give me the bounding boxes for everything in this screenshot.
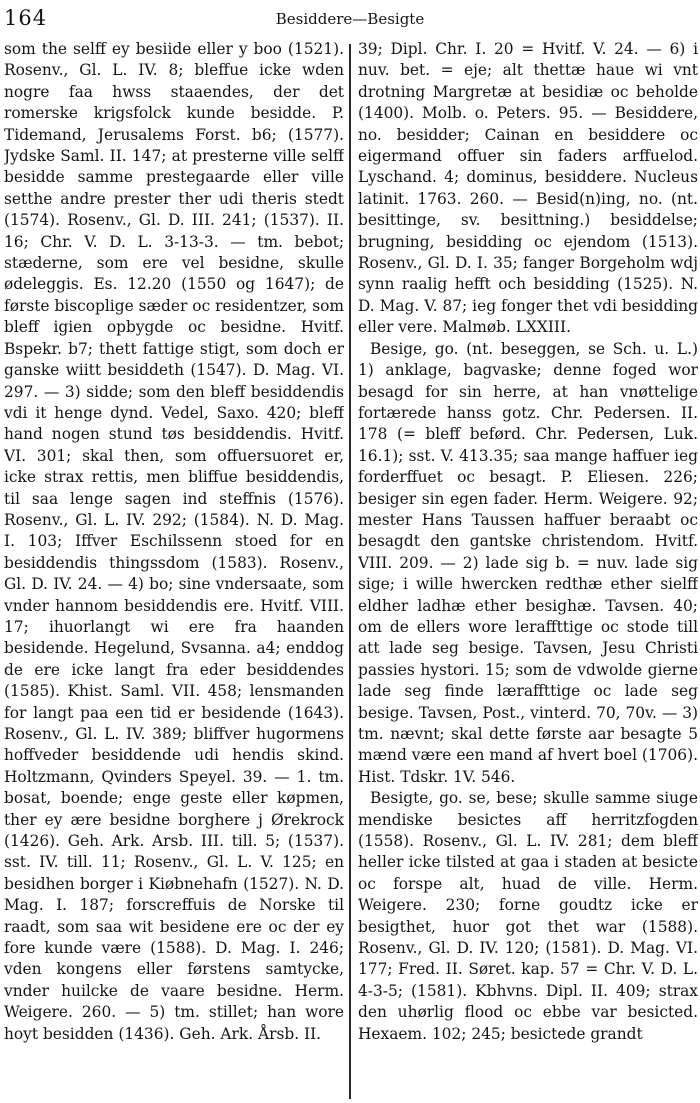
entry-paragraph: som the selff ey besiide eller y boo (1521). Rosenv., Gl. L. IV. 8; bleffue icke wden nogre faa hwss staaendes, der det romerske krigsfolck kunde besidde. P. Tidemand, Jerusalems Forst. b6; (1577). Jydske Saml. II. 147; at presterne ville selff besidde samme prestegaarde eller ville setthe andre prester ther udi theris stedt (1574). Rosenv., Gl. D. III. 241; (1537). II. 16; Chr. V. D. L. 3-13-3. — tm. bebot; stæderne, som ere vel besidne, skulle ødeleggis. Es. 12.20 (1550 og 1647); de første biscoplige sæder oc residentzer, som bleff igien opbygde oc besidne. Hvitf. Bspekr. b7; thett fattige stigt, som doch er ganske wiitt besiddeth (1547). D. Mag. VI. 297. — 3) sidde; som den bleff besiddendis vdi it henge dynd. Vedel, Saxo. 420; bleff hand nogen stund tøs besiddendis. Hvitf. VI. 301; skal then, som offuersuoret er, icke strax rettis, men bliffue besiddendis, til saa lenge sagen ind steffnis (1576). Rosenv., Gl. L. IV. 292; (1584). N. D. Mag. I. 103; Iffver Eschilssenn stoed for en besiddendis thingssdom (1583). Rosenv., Gl. D. IV. 24. — 4) bo; sine vndersaate, som vnder hannom besiddendis ere. Hvitf. VIII. 17; ihuorlangt wi ere fra haanden besidende. Hegelund, Svsanna. a4; enddog de ere icke langt fra eder besiddendes (1585). Khist. Saml. VII. 458; lensmanden for langt paa een tid er besidende (1643). Rosenv., Gl. L. IV. 389; bliffver hugormens hoffveder besiddende udi hendis skind. Holtzmann, Qvinders Speyel. 39. — 1. tm. bosat, boende; enge geste eller køpmen, ther ey ære besidne borghere j Ørekrock (1426). Geh. Ark. Arsb. III. till. 5; (1537). sst. IV. till. 11; Rosenv., Gl. L. V. 125; en besidhen borger i Kiøbnehafn (1527). N. D. Mag. I. 187; forscreffuis de Norske til raadt, som saa wit besidene ere oc der ey fore kunde være (1588). D. Mag. I. 246; vden kongens eller førstens samtycke, vnder huilcke de vaare besidne. Herm. Weigere. 260. — 5) tm. stillet; han wore hoyt besidden (1436). Geh. Ark. Årsb. II. bbox=[4, 40, 344, 1043]
column-divider bbox=[349, 44, 351, 1099]
running-title: Besiddere—Besigte bbox=[275, 10, 425, 28]
entry-paragraph: 39; Dipl. Chr. I. 20 = Hvitf. V. 24. — 6) i nuv. bet. = eje; alt thettæ haue wi vnt drotning Margretæ at besidiæ oc beholde (1400). Molb. o. Peters. 95. — Besiddere, no. besidder; Cainan en besiddere oc eigermand offuer sin faders arffuelod. Lyschand. 4; dominus, besiddere. Nucleus latinit. 1763. 260. — Besid(n)ing, no. (nt. besittinge, sv. besittning.) besiddelse; brugning, besidding oc ejendom (1513). Rosenv., Gl. D. I. 35; fanger Borgeholm wdj synn raalig hefft och besidding (1525). N. D. Mag. V. 87; ieg fonger thet vdi besidding eller vere. Malmøb. LXXIII. bbox=[358, 40, 698, 337]
page-number: 164 bbox=[4, 6, 48, 30]
entry-paragraph: Besige, go. (nt. beseggen, se Sch. u. L.) 1) anklage, bagvaske; denne foged wor besagd for sin herre, at han vnøttelige fortærede hanss gotz. Chr. Pedersen. II. 178 (= bleff beførd. Chr. Pedersen, Luk. 16.1); sst. V. 413.35; saa mange haffuer ieg forderffuet oc besagt. P. Eliesen. 226; besiger sin egen fader. Herm. Weigere. 92; mester Hans Taussen haffuer beraabt oc besagdt den gantske christendom. Hvitf. VIII. 209. — 2) lade sig b. = nuv. lade sig sige; i wille hwercken redthæ ether sielff eldher ladhæ ether besighæ. Tavsen. 40; om de ellers wore leraffttige oc stode till att lade seg besige. Tavsen, Jesu Christi passies hystori. 15; som de vdwolde gierne lade seg finde læraffttige oc lade seg besige. Tavsen, Post., vinterd. 70, 70v. — 3) tm. nævnt; skal dette første aar besagte 5 mænd være een mand af hvert boel (1706). Hist. Tdskr. 1V. 546. bbox=[358, 339, 698, 786]
left-column bbox=[4, 39, 344, 1099]
entry-paragraph: Besigte, go. se, bese; skulle samme siuge mendiske besictes aff herritzfogden (1558). Rosenv., Gl. L. IV. 281; dem bleff heller icke tilsted at gaa i staden at besicte oc forspe alt, huad de ville. Herm. Weigere. 230; forne goudtz icke er besigthet, huor got thet war (1588). Rosenv., Gl. D. IV. 120; (1581). D. Mag. VI. 177; Fred. II. Søret. kap. 57 = Chr. V. D. L. 4-3-5; (1581). Kbhvns. Dipl. II. 409; strax den uhørlig flood oc ebbe var besicted. Hexaem. 102; 245; besictede grandt bbox=[358, 789, 698, 1043]
page-header bbox=[0, 0, 700, 40]
right-column bbox=[358, 39, 698, 1099]
